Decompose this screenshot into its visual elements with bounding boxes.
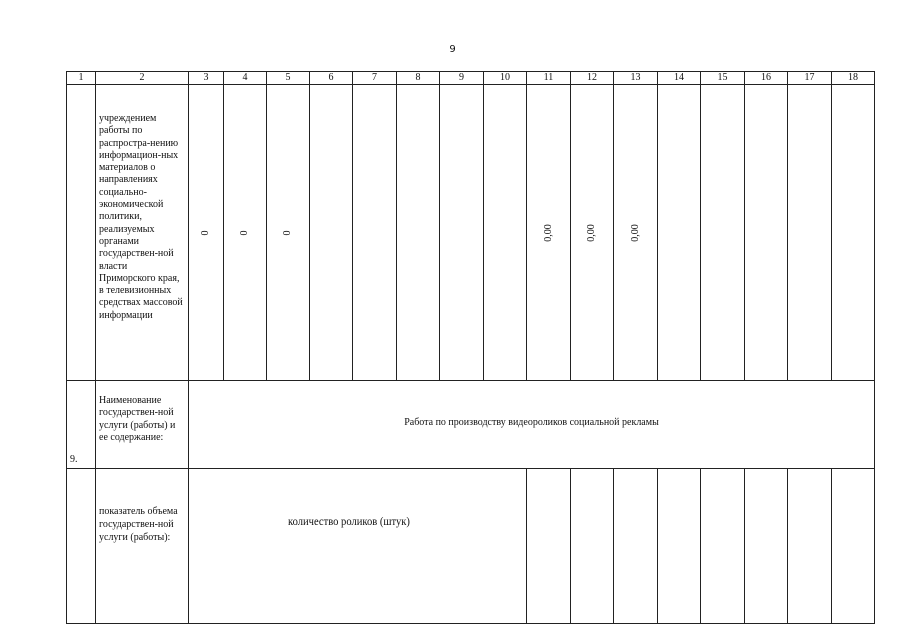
header-cell: 10 (484, 72, 527, 85)
service-name-label: Наименование государствен-ной услуги (работы) и ее содержание: (99, 395, 176, 443)
header-cell: 3 (189, 72, 224, 85)
value-cell-12 (571, 85, 614, 381)
header-cell: 13 (614, 72, 658, 85)
header-cell: 1 (67, 72, 96, 85)
value-col4: 0 (239, 230, 250, 236)
service-name-label-cell (96, 381, 189, 469)
header-cell: 4 (224, 72, 267, 85)
header-cell: 14 (658, 72, 701, 85)
value-col5: 0 (282, 230, 293, 236)
row-number-cell (67, 85, 96, 381)
header-cell: 2 (96, 72, 189, 85)
empty-cell (658, 85, 701, 381)
table-row-main (67, 85, 875, 381)
data-table (66, 71, 875, 624)
empty-cell (397, 85, 440, 381)
header-row (67, 72, 875, 85)
indicator-value-cell (189, 469, 527, 624)
header-cell: 11 (527, 72, 571, 85)
value-col13: 0,00 (629, 224, 641, 242)
indicator-value: количество роликов (штук) (288, 514, 410, 528)
empty-cell (527, 469, 571, 624)
header-cell: 9 (440, 72, 484, 85)
header-cell: 17 (788, 72, 832, 85)
header-cell: 18 (832, 72, 875, 85)
indicator-label-cell (96, 469, 189, 624)
row-number: 9. (67, 381, 96, 469)
header-cell: 7 (353, 72, 397, 85)
header-cell: 12 (571, 72, 614, 85)
table-row-service-name (67, 381, 875, 469)
header-cell: 6 (310, 72, 353, 85)
value-cell-11 (527, 85, 571, 381)
empty-cell (832, 85, 875, 381)
table-row-indicator (67, 469, 875, 624)
value-col11: 0,00 (542, 224, 554, 242)
description-cell (96, 85, 189, 381)
value-cell-5 (267, 85, 310, 381)
header-cell: 8 (397, 72, 440, 85)
value-cell-13 (614, 85, 658, 381)
value-cell-4 (224, 85, 267, 381)
empty-cell (788, 85, 832, 381)
page-number: 9 (449, 44, 456, 55)
header-cell: 15 (701, 72, 745, 85)
empty-cell (440, 85, 484, 381)
value-col12: 0,00 (586, 224, 597, 242)
empty-cell (788, 469, 832, 624)
empty-cell (484, 85, 527, 381)
empty-cell (614, 469, 658, 624)
empty-cell (571, 469, 614, 624)
empty-cell (701, 85, 745, 381)
empty-cell (745, 85, 788, 381)
value-col3: 0 (200, 230, 211, 236)
value-cell-3 (189, 85, 224, 381)
header-cell: 5 (267, 72, 310, 85)
empty-cell (353, 85, 397, 381)
header-cell: 16 (745, 72, 788, 85)
empty-cell (745, 469, 788, 624)
empty-cell (701, 469, 745, 624)
indicator-label: показатель объема государствен-ной услуги (работы): (99, 506, 178, 543)
row-number-cell (67, 469, 96, 624)
empty-cell (658, 469, 701, 624)
description-text: учреждением работы по распростра-нению информацион-ных материалов о направлениях социально-экономической политики, реализуемых органами государствен-ной власти Приморского края, в телевизионных средствах массовой информации (99, 113, 183, 321)
service-name-value: Работа по производству видеороликов социальной рекламы (189, 381, 875, 469)
empty-cell (310, 85, 353, 381)
empty-cell (832, 469, 875, 624)
